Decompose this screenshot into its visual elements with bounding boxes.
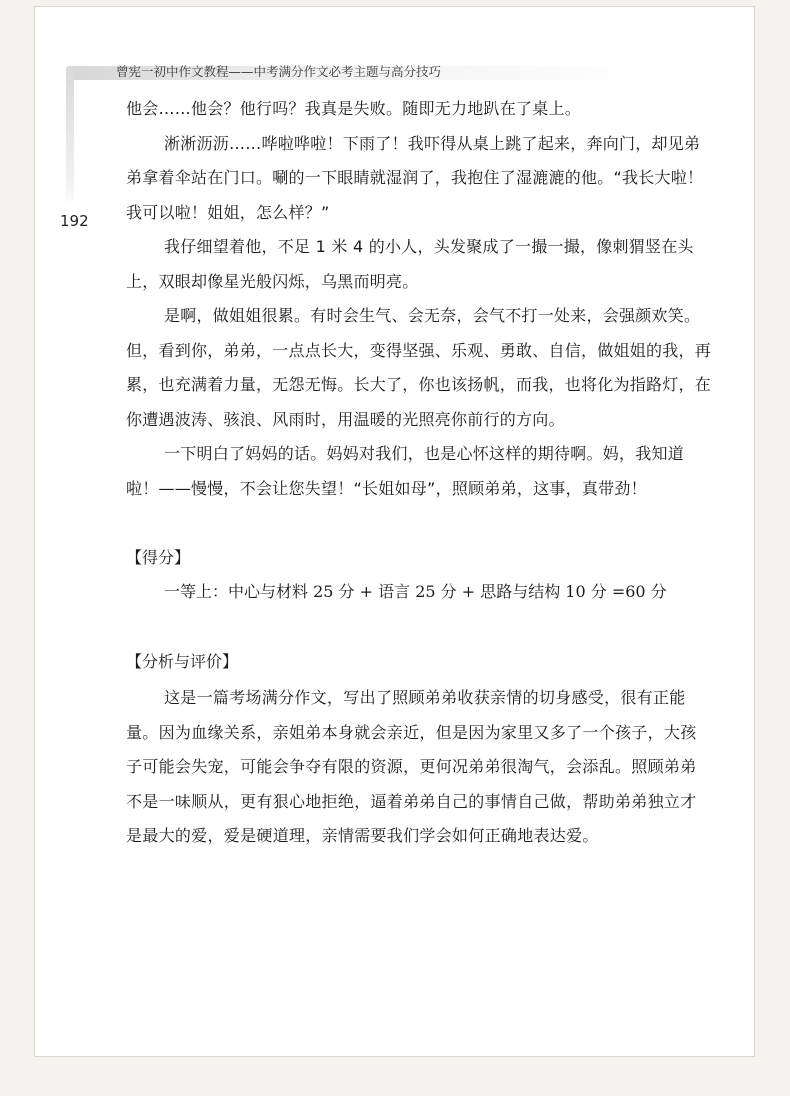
analysis-body [126,681,712,854]
analysis-heading: 【分析与评价】 [126,652,239,671]
essay-paragraph: 淅淅沥沥……哗啦哗啦！下雨了！我吓得从桌上跳了起来，奔向门，却见弟弟拿着伞站在门口。唰的一下眼睛就湿润了，我抱住了湿漉漉的他。“我长大啦！我可以啦！姐姐，怎么样？” [126,133,704,222]
score-breakdown: 一等上：中心与材料 25 分 + 语言 25 分 + 思路与结构 10 分 =60 分 [164,582,667,601]
running-header: 曾宪一初中作文教程——中考满分作文必考主题与高分技巧 [116,64,442,79]
analysis-paragraph: 这是一篇考场满分作文，写出了照顾弟弟收获亲情的切身感受，很有正能量。因为血缘关系，亲姐弟本身就会亲近，但是因为家里又多了一个孩子，大孩子可能会失宠，可能会争夺有限的资源，更何况弟弟很淘气，会添乱。照顾弟弟不是一味顺从，更有狠心地拒绝，逼着弟弟自己的事情自己做，帮助弟弟独立才是最大的爱，爱是硬道理，亲情需要我们学会如何正确地表达爱。 [126,688,697,845]
page-number: 192 [60,212,89,230]
essay-paragraph: 他会……他会？他行吗？我真是失败。随即无力地趴在了桌上。 [126,99,582,118]
side-decoration-bar [66,66,74,206]
score-heading: 【得分】 [126,548,191,567]
essay-paragraph: 我仔细望着他，不足 1 米 4 的小人，头发聚成了一撮一撮，像刺猬竖在头上，双眼却像星光般闪烁，乌黑而明亮。 [126,237,694,291]
essay-paragraph: 是啊，做姐姐很累。有时会生气、会无奈，会气不打一处来，会强颜欢笑。但，看到你，弟弟，一点点长大，变得坚强、乐观、勇敢、自信，做姐姐的我，再累，也充满着力量，无怨无悔。长大了，你也该扬帆，而我，也将化为指路灯，在你遭遇波涛、骇浪、风雨时，用温暖的光照亮你前行的方向。 [126,306,712,429]
essay-body [126,92,712,506]
essay-paragraph: 一下明白了妈妈的话。妈妈对我们，也是心怀这样的期待啊。妈，我知道啦！——慢慢，不会让您失望！“长姐如母”，照顾弟弟，这事，真带劲！ [126,444,685,498]
